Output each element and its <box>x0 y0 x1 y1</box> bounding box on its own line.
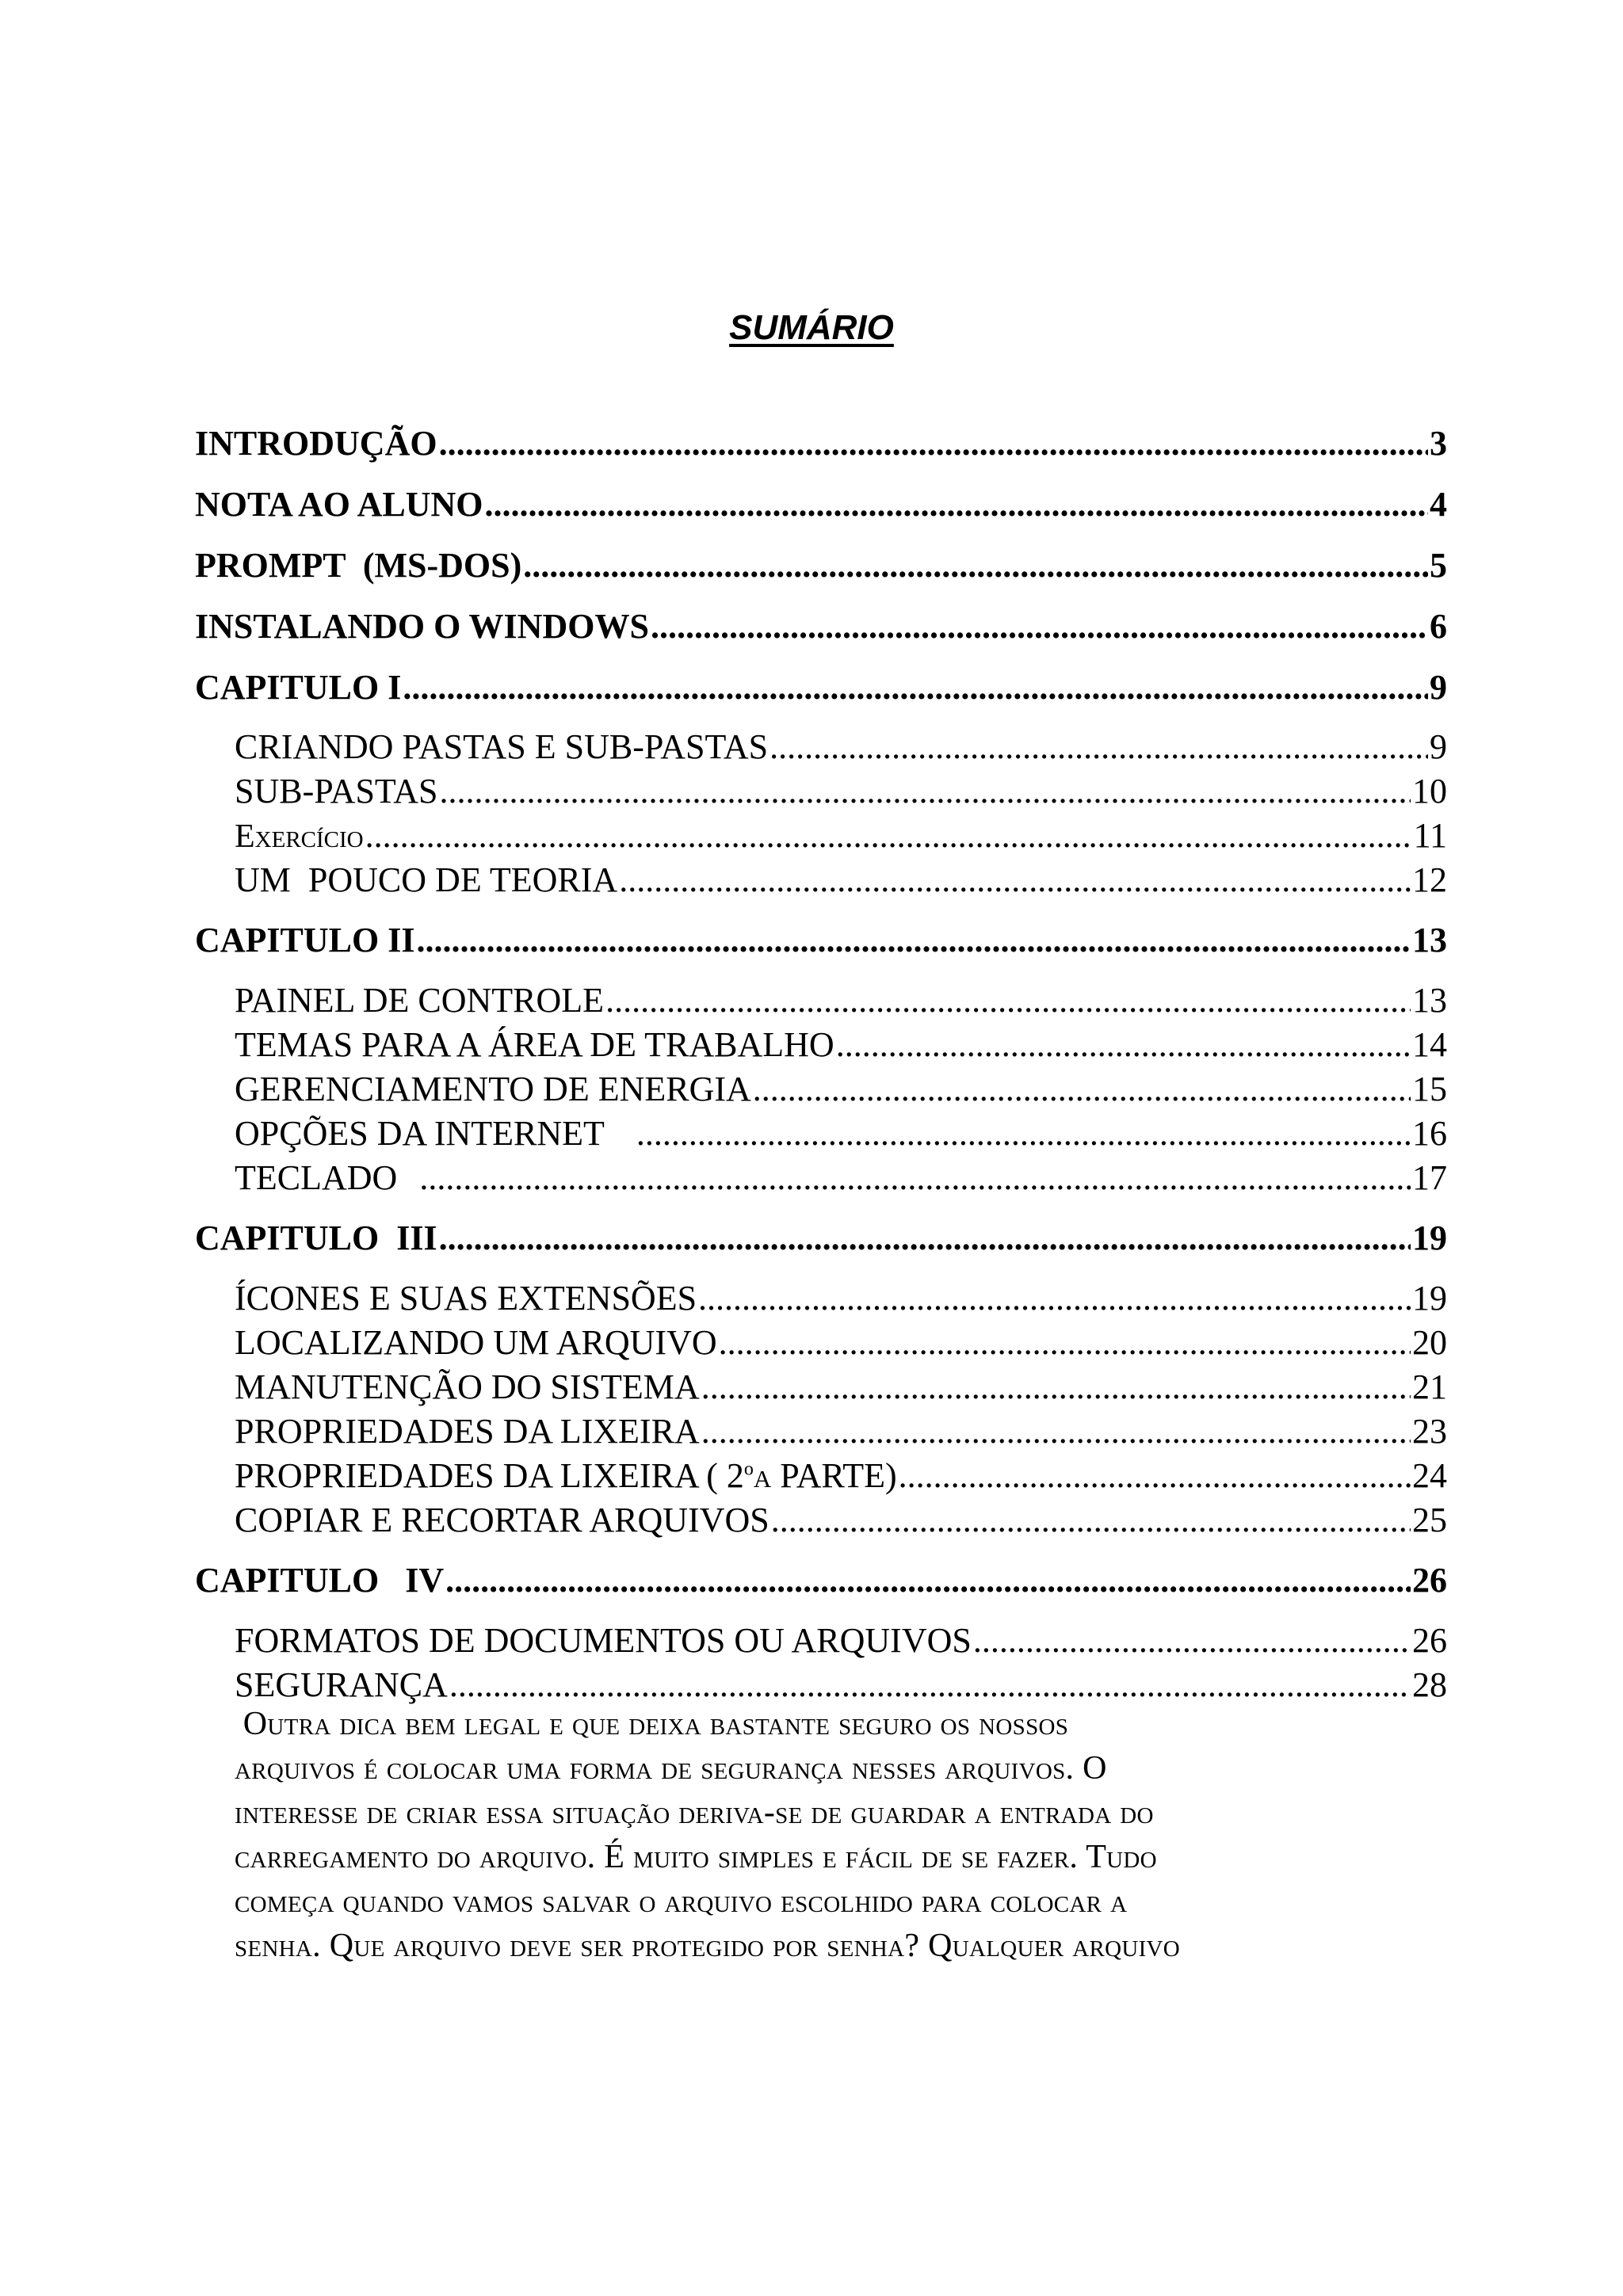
toc-entry-label: PROMPT (MS-DOS) <box>195 546 522 585</box>
toc-entry-page: 9 <box>1430 668 1447 707</box>
toc-entry-copiar-recortar[interactable] <box>235 1499 1447 1542</box>
dot-leader <box>440 770 1411 813</box>
toc-entry-sub-pastas[interactable] <box>235 770 1447 813</box>
label-part: PROPRIEDADES DA LIXEIRA ( 2 <box>235 1456 744 1495</box>
toc-entry-label: COPIAR E RECORTAR ARQUIVOS <box>235 1501 769 1539</box>
dot-leader <box>439 1216 1411 1261</box>
toc-entry-label: INTRODUÇÃO <box>195 424 437 463</box>
toc-entry-capitulo-3[interactable] <box>195 1216 1447 1261</box>
toc-entry-formatos-documentos[interactable] <box>235 1619 1447 1662</box>
toc-entry-icones-extensoes[interactable] <box>235 1277 1447 1320</box>
note-line: Outra dica bem legal e que deixa bastante seguro os nossos <box>235 1706 1069 1742</box>
toc-entry-label: TECLADO <box>235 1158 398 1197</box>
dot-leader <box>419 1157 1411 1199</box>
toc-entry-label: CAPITULO II <box>195 921 415 959</box>
toc-entry-teclado[interactable] <box>235 1157 1447 1199</box>
toc-entry-page: 13 <box>1412 981 1447 1020</box>
toc-entry-page: 10 <box>1412 772 1447 810</box>
toc-entry-label: ÍCONES E SUAS EXTENSÕES <box>235 1279 697 1318</box>
toc-entry-exercicio[interactable] <box>235 814 1447 857</box>
note-line: começa quando vamos salvar o arquivo escolhido para colocar a <box>235 1883 1128 1920</box>
toc-entry-localizando-arquivo[interactable] <box>235 1322 1447 1364</box>
dot-leader <box>417 918 1411 963</box>
page-title: SUMÁRIO <box>729 308 894 347</box>
label-part: a PARTE) <box>753 1456 897 1495</box>
toc-entry-painel-de-controle[interactable] <box>235 979 1447 1022</box>
toc-entry-propriedades-lixeira-2[interactable] <box>235 1455 1447 1497</box>
dot-leader <box>449 1664 1411 1707</box>
toc-entry-label <box>235 1455 897 1497</box>
toc-entry-page: 9 <box>1430 727 1447 766</box>
dot-leader <box>445 1558 1411 1603</box>
toc-entry-capitulo-2[interactable] <box>195 918 1447 963</box>
toc-entry-label: CAPITULO I <box>195 668 402 707</box>
toc-entry-page: 14 <box>1412 1025 1447 1064</box>
toc-entry-prompt[interactable] <box>195 543 1447 588</box>
toc-entry-page: 19 <box>1412 1219 1447 1257</box>
dot-leader <box>403 666 1428 710</box>
note-line: interesse de criar essa situação deriva-se de guardar a entrada do <box>235 1794 1154 1831</box>
toc-entry-temas-area-de-trabalho[interactable] <box>235 1024 1447 1066</box>
toc-entry-page: 19 <box>1412 1279 1447 1318</box>
toc-entry-opcoes-da-internet[interactable] <box>235 1112 1447 1155</box>
toc-entry-capitulo-4[interactable] <box>195 1558 1447 1603</box>
dot-leader <box>899 1455 1411 1497</box>
dot-leader <box>439 421 1428 466</box>
toc-entry-page: 12 <box>1412 860 1447 899</box>
toc-entry-page: 21 <box>1412 1367 1447 1406</box>
toc-entry-propriedades-lixeira[interactable] <box>235 1410 1447 1453</box>
toc-entry-um-pouco-de-teoria[interactable] <box>235 859 1447 902</box>
dot-leader <box>753 1068 1411 1111</box>
note-line: senha. Que arquivo deve ser protegido por senha? Qualquer arquivo <box>235 1928 1181 1964</box>
dot-leader <box>719 1322 1411 1364</box>
toc-entry-page: 5 <box>1430 546 1447 585</box>
toc-entry-page: 11 <box>1413 816 1447 855</box>
toc-entry-label: FORMATOS DE DOCUMENTOS OU ARQUIVOS <box>235 1621 972 1660</box>
note-line: arquivos é colocar uma forma de segurança nesses arquivos. O <box>235 1750 1107 1787</box>
toc-entry-page: 4 <box>1430 485 1447 524</box>
dot-leader <box>523 543 1428 588</box>
toc-entry-capitulo-1[interactable] <box>195 666 1447 710</box>
dot-leader <box>636 1112 1411 1155</box>
toc-entry-label: Exercício <box>235 818 364 855</box>
toc-entry-label: UM POUCO DE TEORIA <box>235 860 618 899</box>
toc-entry-page: 28 <box>1412 1665 1447 1704</box>
toc-entry-label: LOCALIZANDO UM ARQUIVO <box>235 1323 717 1362</box>
toc-entry-label: OPÇÕES DA INTERNET <box>235 1114 605 1153</box>
toc-entry-page: 23 <box>1412 1412 1447 1451</box>
toc-entry-label: CAPITULO IV <box>195 1561 445 1600</box>
toc-entry-label: SUB-PASTAS <box>235 772 438 810</box>
toc-entry-label: PAINEL DE CONTROLE <box>235 981 605 1020</box>
toc-entry-page: 6 <box>1430 607 1447 646</box>
toc-entry-page: 15 <box>1412 1070 1447 1108</box>
dot-leader <box>619 859 1411 902</box>
toc-entry-page: 26 <box>1412 1621 1447 1660</box>
dot-leader <box>651 605 1428 649</box>
toc-entry-label: TEMAS PARA A ÁREA DE TRABALHO <box>235 1025 834 1064</box>
toc-entry-page: 17 <box>1412 1158 1447 1197</box>
toc-entry-page: 16 <box>1412 1114 1447 1153</box>
toc-entry-label: SEGURANÇA <box>235 1665 448 1704</box>
toc-entry-page: 3 <box>1430 424 1447 463</box>
dot-leader <box>605 979 1411 1022</box>
toc-entry-instalando-windows[interactable] <box>195 605 1447 649</box>
toc-entry-label: CAPITULO III <box>195 1219 437 1257</box>
dot-leader <box>698 1277 1411 1320</box>
toc-entry-label: INSTALANDO O WINDOWS <box>195 607 649 646</box>
toc-entry-page: 13 <box>1412 921 1447 959</box>
toc-entry-page: 25 <box>1412 1501 1447 1539</box>
ordinal-superscript: o <box>743 1459 754 1480</box>
dot-leader <box>769 726 1428 769</box>
dot-leader <box>484 482 1428 527</box>
note-line: carregamento do arquivo. É muito simples e fácil de se fazer. Tudo <box>235 1839 1157 1875</box>
dot-leader <box>973 1619 1411 1662</box>
dot-leader <box>365 814 1412 857</box>
toc-entry-label: CRIANDO PASTAS E SUB-PASTAS <box>235 727 769 766</box>
dot-leader <box>771 1499 1411 1542</box>
toc-entry-manutencao-sistema[interactable] <box>235 1366 1447 1409</box>
dot-leader <box>701 1366 1411 1409</box>
toc-entry-label: MANUTENÇÃO DO SISTEMA <box>235 1367 700 1406</box>
toc-entry-label: NOTA AO ALUNO <box>195 485 483 524</box>
security-note-paragraph <box>235 1702 1455 1968</box>
toc-entry-page: 20 <box>1412 1323 1447 1362</box>
toc-entry-criando-pastas[interactable] <box>235 726 1447 769</box>
toc-entry-label: PROPRIEDADES DA LIXEIRA <box>235 1412 700 1451</box>
toc-entry-seguranca[interactable] <box>235 1664 1447 1707</box>
toc-entry-gerenciamento-de-energia[interactable] <box>235 1068 1447 1111</box>
toc-entry-nota-ao-aluno[interactable] <box>195 482 1447 527</box>
toc-entry-page: 24 <box>1412 1456 1447 1495</box>
dot-leader <box>836 1024 1411 1066</box>
toc-entry-label: GERENCIAMENTO DE ENERGIA <box>235 1070 751 1108</box>
toc-entry-page: 26 <box>1412 1561 1447 1600</box>
toc-entry-introducao[interactable] <box>195 421 1447 466</box>
dot-leader <box>701 1410 1411 1453</box>
